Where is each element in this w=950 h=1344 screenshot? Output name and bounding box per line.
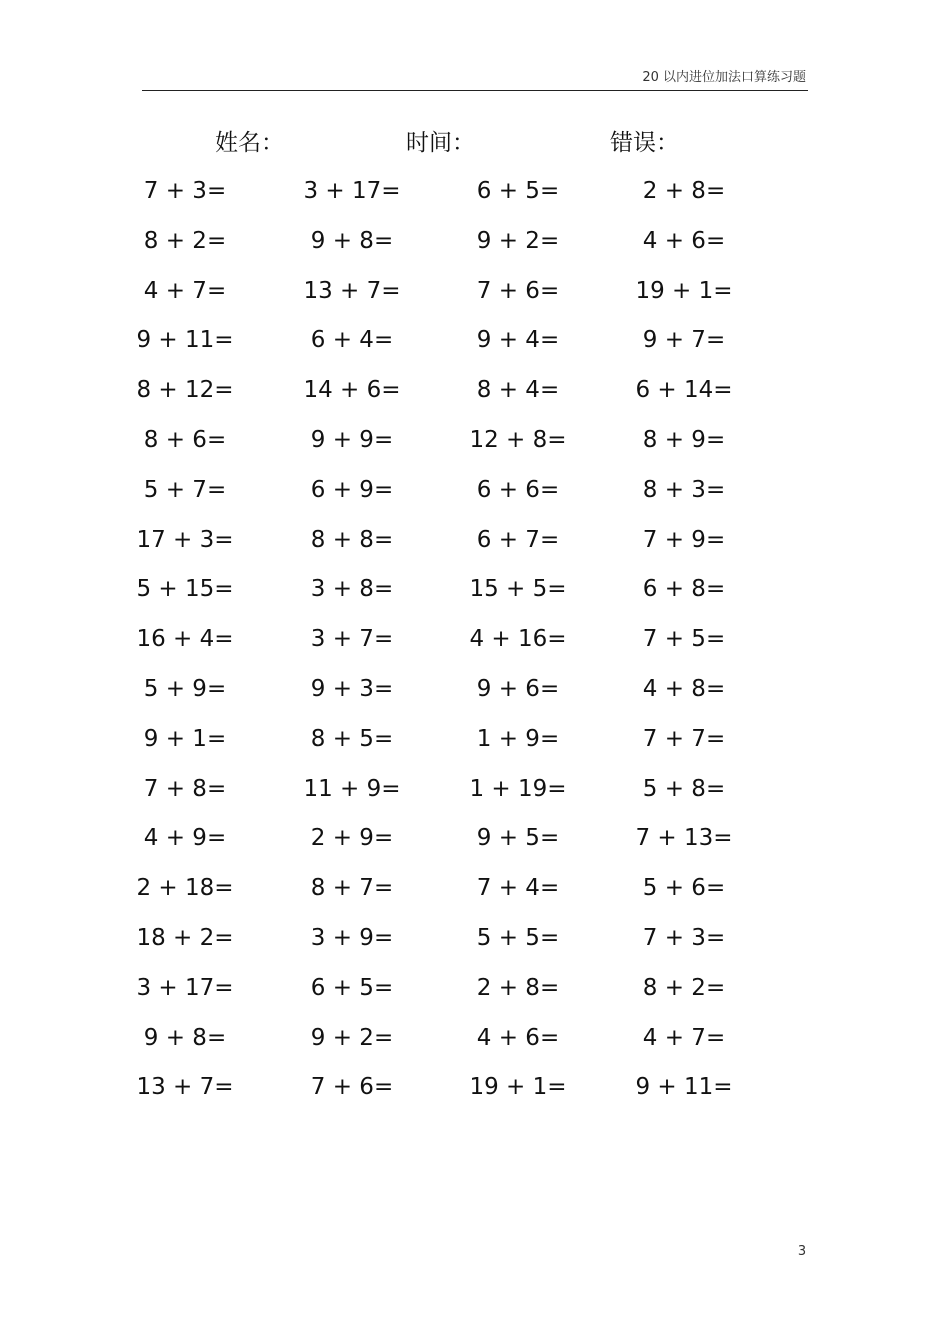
problem-item: 3 + 7=	[310, 626, 394, 653]
problem-row	[0, 320, 950, 370]
problem-item: 9 + 11=	[635, 1074, 733, 1101]
problem-row	[0, 918, 950, 968]
problem-item: 9 + 2=	[476, 227, 560, 254]
problem-item: 7 + 6=	[310, 1074, 394, 1101]
problem-item: 2 + 9=	[310, 825, 394, 852]
problem-item: 9 + 9=	[310, 426, 394, 453]
problem-item: 9 + 8=	[143, 1024, 227, 1051]
problem-row	[0, 569, 950, 619]
problem-item: 8 + 6=	[143, 426, 227, 453]
problem-row	[0, 1067, 950, 1117]
problem-row	[0, 818, 950, 868]
problem-item: 7 + 6=	[476, 277, 560, 304]
problem-row	[0, 370, 950, 420]
problem-item: 7 + 7=	[642, 725, 726, 752]
problem-item: 7 + 13=	[635, 825, 733, 852]
problem-item: 4 + 6=	[642, 227, 726, 254]
errors-label: 错误：	[610, 130, 679, 156]
name-label: 姓名：	[215, 130, 284, 156]
problem-item: 8 + 2=	[143, 227, 227, 254]
problem-item: 3 + 8=	[310, 576, 394, 603]
problem-item: 13 + 7=	[136, 1074, 234, 1101]
problem-item: 9 + 3=	[310, 675, 394, 702]
problem-item: 4 + 16=	[469, 626, 567, 653]
problem-row	[0, 619, 950, 669]
problem-row	[0, 221, 950, 271]
problem-item: 16 + 4=	[136, 626, 234, 653]
problem-item: 8 + 7=	[310, 875, 394, 902]
problem-row	[0, 520, 950, 570]
problem-item: 4 + 9=	[143, 825, 227, 852]
problem-item: 6 + 6=	[476, 476, 560, 503]
problem-item: 11 + 9=	[303, 775, 401, 802]
problem-item: 8 + 3=	[642, 476, 726, 503]
problem-item: 8 + 8=	[310, 526, 394, 553]
problem-item: 7 + 8=	[143, 775, 227, 802]
problem-item: 7 + 3=	[642, 924, 726, 951]
problem-item: 3 + 9=	[310, 924, 394, 951]
problem-item: 3 + 17=	[136, 974, 234, 1001]
problem-item: 8 + 4=	[476, 377, 560, 404]
problem-item: 4 + 8=	[642, 675, 726, 702]
problem-item: 9 + 1=	[143, 725, 227, 752]
problem-item: 9 + 7=	[642, 327, 726, 354]
problem-item: 9 + 8=	[310, 227, 394, 254]
time-label: 时间：	[406, 130, 475, 156]
problem-item: 9 + 2=	[310, 1024, 394, 1051]
problem-item: 6 + 14=	[635, 377, 733, 404]
problem-item: 14 + 6=	[303, 377, 401, 404]
problem-item: 5 + 6=	[642, 875, 726, 902]
problem-item: 6 + 5=	[310, 974, 394, 1001]
problem-item: 9 + 5=	[476, 825, 560, 852]
problem-item: 4 + 7=	[143, 277, 227, 304]
problem-item: 9 + 6=	[476, 675, 560, 702]
problem-item: 4 + 6=	[476, 1024, 560, 1051]
problem-item: 1 + 19=	[469, 775, 567, 802]
problem-item: 1 + 9=	[476, 725, 560, 752]
problem-item: 6 + 8=	[642, 576, 726, 603]
problem-item: 7 + 3=	[143, 178, 227, 204]
problem-item: 15 + 5=	[469, 576, 567, 603]
problem-item: 13 + 7=	[303, 277, 401, 304]
problem-item: 19 + 1=	[469, 1074, 567, 1101]
running-header	[142, 64, 808, 91]
problem-item: 8 + 9=	[642, 426, 726, 453]
problem-row	[0, 968, 950, 1018]
problem-row	[0, 271, 950, 321]
problem-item: 2 + 8=	[642, 178, 726, 204]
problem-item: 2 + 18=	[136, 875, 234, 902]
problem-grid	[0, 171, 950, 1117]
problem-item: 8 + 12=	[136, 377, 234, 404]
problem-item: 5 + 7=	[143, 476, 227, 503]
problem-item: 5 + 8=	[642, 775, 726, 802]
problem-item: 6 + 5=	[476, 178, 560, 204]
problem-item: 6 + 7=	[476, 526, 560, 553]
header-title: 20 以内进位加法口算练习题	[642, 70, 806, 85]
problem-row	[0, 769, 950, 819]
problem-row	[0, 719, 950, 769]
problem-item: 6 + 4=	[310, 327, 394, 354]
problem-row	[0, 868, 950, 918]
problem-item: 9 + 11=	[136, 327, 234, 354]
problem-item: 6 + 9=	[310, 476, 394, 503]
problem-item: 7 + 4=	[476, 875, 560, 902]
problem-item: 4 + 7=	[642, 1024, 726, 1051]
problem-item: 12 + 8=	[469, 426, 567, 453]
page-number: 3	[797, 1244, 807, 1259]
problem-item: 5 + 15=	[136, 576, 234, 603]
problem-item: 8 + 5=	[310, 725, 394, 752]
problem-row	[0, 470, 950, 520]
problem-item: 2 + 8=	[476, 974, 560, 1001]
problem-item: 7 + 9=	[642, 526, 726, 553]
problem-item: 19 + 1=	[635, 277, 733, 304]
problem-row	[0, 669, 950, 719]
problem-item: 8 + 2=	[642, 974, 726, 1001]
problem-item: 5 + 5=	[476, 924, 560, 951]
problem-item: 18 + 2=	[136, 924, 234, 951]
problem-item: 9 + 4=	[476, 327, 560, 354]
problem-row	[0, 1018, 950, 1068]
problem-row	[0, 420, 950, 470]
student-info-row	[0, 124, 950, 164]
problem-item: 7 + 5=	[642, 626, 726, 653]
problem-item: 17 + 3=	[136, 526, 234, 553]
problem-row	[0, 171, 950, 221]
problem-item: 5 + 9=	[143, 675, 227, 702]
problem-item: 3 + 17=	[303, 178, 401, 204]
